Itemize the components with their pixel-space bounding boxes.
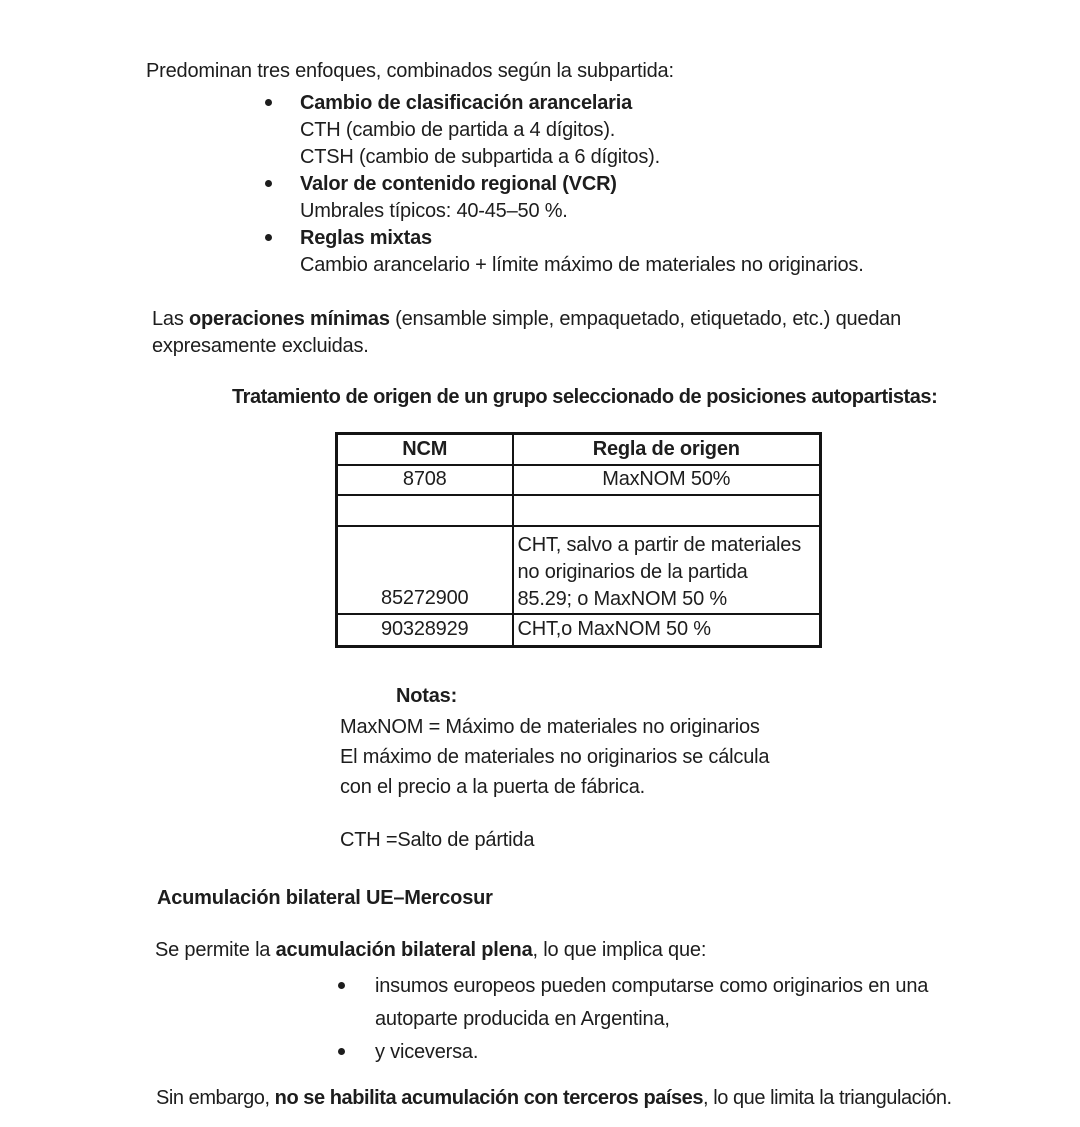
cell-rule (513, 495, 821, 526)
list-item-ctsh: CTSH (cambio de subpartida a 6 dígitos). (300, 146, 660, 168)
rule-line: CHT, salvo a partir de materiales (517, 533, 802, 556)
bullet-icon (265, 99, 272, 106)
note-line: MaxNOM = Máximo de materiales no originarios (340, 716, 760, 738)
origin-rules-table (335, 432, 822, 648)
table-row (337, 465, 821, 495)
list-item-cambio-clasificacion: Cambio de clasificación arancelaria (300, 92, 633, 114)
cell-ncm (337, 495, 513, 526)
list-item-umbrales: Umbrales típicos: 40-45–50 %. (300, 200, 568, 222)
cell-ncm: 90328929 (337, 614, 513, 647)
table-row (337, 614, 821, 647)
note-line: con el precio a la puerta de fábrica. (340, 776, 646, 798)
list-item-viceversa: y viceversa. (375, 1041, 479, 1063)
table-header-ncm: NCM (337, 434, 513, 465)
list-item-insumos: insumos europeos pueden computarse como originarios en una (375, 975, 929, 997)
table-header-row (337, 434, 821, 465)
list-item-vcr: Valor de contenido regional (VCR) (300, 173, 617, 195)
rule-line: 85.29; o MaxNOM 50 % (517, 587, 727, 610)
note-line: El máximo de materiales no originarios se cálcula (340, 746, 770, 768)
list-item-cth: CTH (cambio de partida a 4 dígitos). (300, 119, 616, 141)
note-cth: CTH =Salto de pártida (340, 829, 535, 851)
bullet-icon (265, 180, 272, 187)
bullet-icon (338, 982, 345, 989)
table-caption: Tratamiento de origen de un grupo seleccionado de posiciones autopartistas: (232, 386, 938, 408)
cell-ncm: 85272900 (337, 526, 513, 614)
cell-rule: CHT,o MaxNOM 50 % (513, 614, 821, 647)
list-item-cambio-arancelario: Cambio arancelario + límite máximo de materiales no originarios. (300, 254, 864, 276)
accumulation-heading: Acumulación bilateral UE–Mercosur (157, 887, 493, 909)
minimal-ops-line2: expresamente excluidas. (152, 335, 369, 357)
table-row (337, 526, 821, 614)
cell-rule: MaxNOM 50% (513, 465, 821, 495)
rule-line: no originarios de la partida (517, 560, 748, 583)
list-item-autoparte: autoparte producida en Argentina, (375, 1008, 670, 1030)
intro-lead: Predominan tres enfoques, combinados según la subpartida: (146, 60, 674, 82)
bullet-icon (265, 234, 272, 241)
bullet-icon (338, 1048, 345, 1055)
accumulation-intro: Se permite la acumulación bilateral plena, lo que implica que: (155, 939, 707, 961)
notes-title: Notas: (396, 685, 458, 707)
table-header-rule: Regla de origen (513, 434, 821, 465)
cell-rule (513, 526, 821, 614)
closing-paragraph: Sin embargo, no se habilita acumulación con terceros países, lo que limita la triangulación. (156, 1087, 952, 1109)
cell-ncm: 8708 (337, 465, 513, 495)
list-item-reglas-mixtas: Reglas mixtas (300, 227, 432, 249)
table-row-empty (337, 495, 821, 526)
minimal-ops-line1: Las operaciones mínimas (ensamble simple, empaquetado, etiquetado, etc.) quedan (152, 308, 902, 330)
